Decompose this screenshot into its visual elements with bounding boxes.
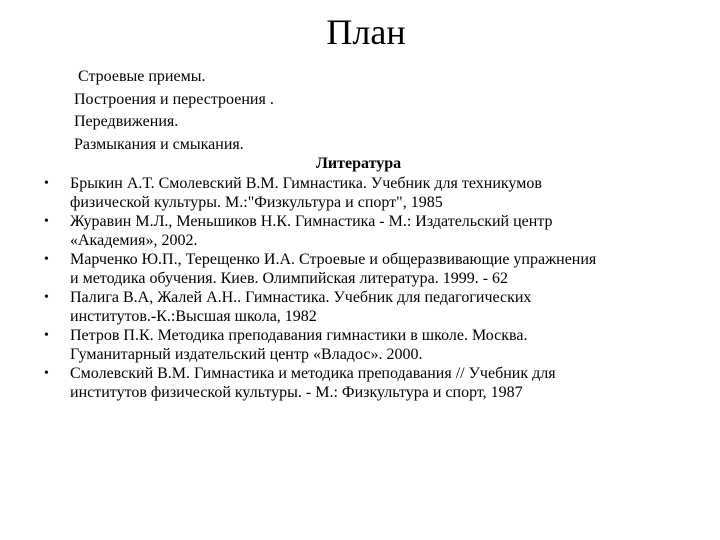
references-list bbox=[0, 174, 670, 402]
plan-item: Строевые приемы. bbox=[78, 68, 206, 85]
bullet-icon: • bbox=[44, 366, 49, 381]
reference-line-1: Палига В.А, Жалей А.Н.. Гимнастика. Учебник для педагогических bbox=[70, 289, 532, 306]
reference-line-1: Журавин М.Л., Меньшиков Н.К. Гимнастика - М.: Издательский центр bbox=[70, 213, 553, 230]
reference-item bbox=[0, 364, 670, 402]
reference-line-1: Петров П.К. Методика преподавания гимнастики в школе. Москва. bbox=[70, 327, 528, 344]
reference-line-1: Смолевский В.М. Гимнастика и методика преподавания // Учебник для bbox=[70, 365, 556, 382]
bullet-icon: • bbox=[44, 176, 49, 191]
reference-line-2: Гуманитарный издательский центр «Владос». 2000. bbox=[70, 346, 423, 363]
reference-item bbox=[0, 212, 670, 250]
reference-line-1: Марченко Ю.П., Терещенко И.А. Строевые и общеразвивающие упражнения bbox=[70, 251, 597, 268]
reference-item bbox=[0, 326, 670, 364]
reference-line-2: институтов физической культуры. - М.: Физкультура и спорт, 1987 bbox=[70, 384, 523, 401]
reference-line-2: «Академия», 2002. bbox=[70, 232, 198, 249]
plan-item: Передвижения. bbox=[74, 113, 179, 130]
reference-item bbox=[0, 250, 670, 288]
reference-line-2: институтов.-К.:Высшая школа, 1982 bbox=[70, 308, 317, 325]
bullet-icon: • bbox=[44, 328, 49, 343]
reference-item bbox=[0, 288, 670, 326]
plan-list bbox=[72, 66, 274, 156]
bullet-icon: • bbox=[44, 214, 49, 229]
bullet-icon: • bbox=[44, 252, 49, 267]
reference-line-2: физической культуры. М.:"Физкультура и спорт", 1985 bbox=[70, 194, 443, 211]
reference-item bbox=[0, 174, 670, 212]
bullet-icon: • bbox=[44, 290, 49, 305]
plan-item: Построения и перестроения . bbox=[74, 90, 274, 108]
reference-line-2: и методика обучения. Киев. Олимпийская литература. 1999. - 62 bbox=[70, 270, 509, 287]
reference-line-1: Брыкин А.Т. Смолевский В.М. Гимнастика. Учебник для техникумов bbox=[70, 175, 542, 192]
literature-heading: Литература bbox=[316, 155, 402, 172]
plan-item: Размыкания и смыкания. bbox=[74, 135, 244, 153]
page-title: План bbox=[326, 12, 406, 52]
